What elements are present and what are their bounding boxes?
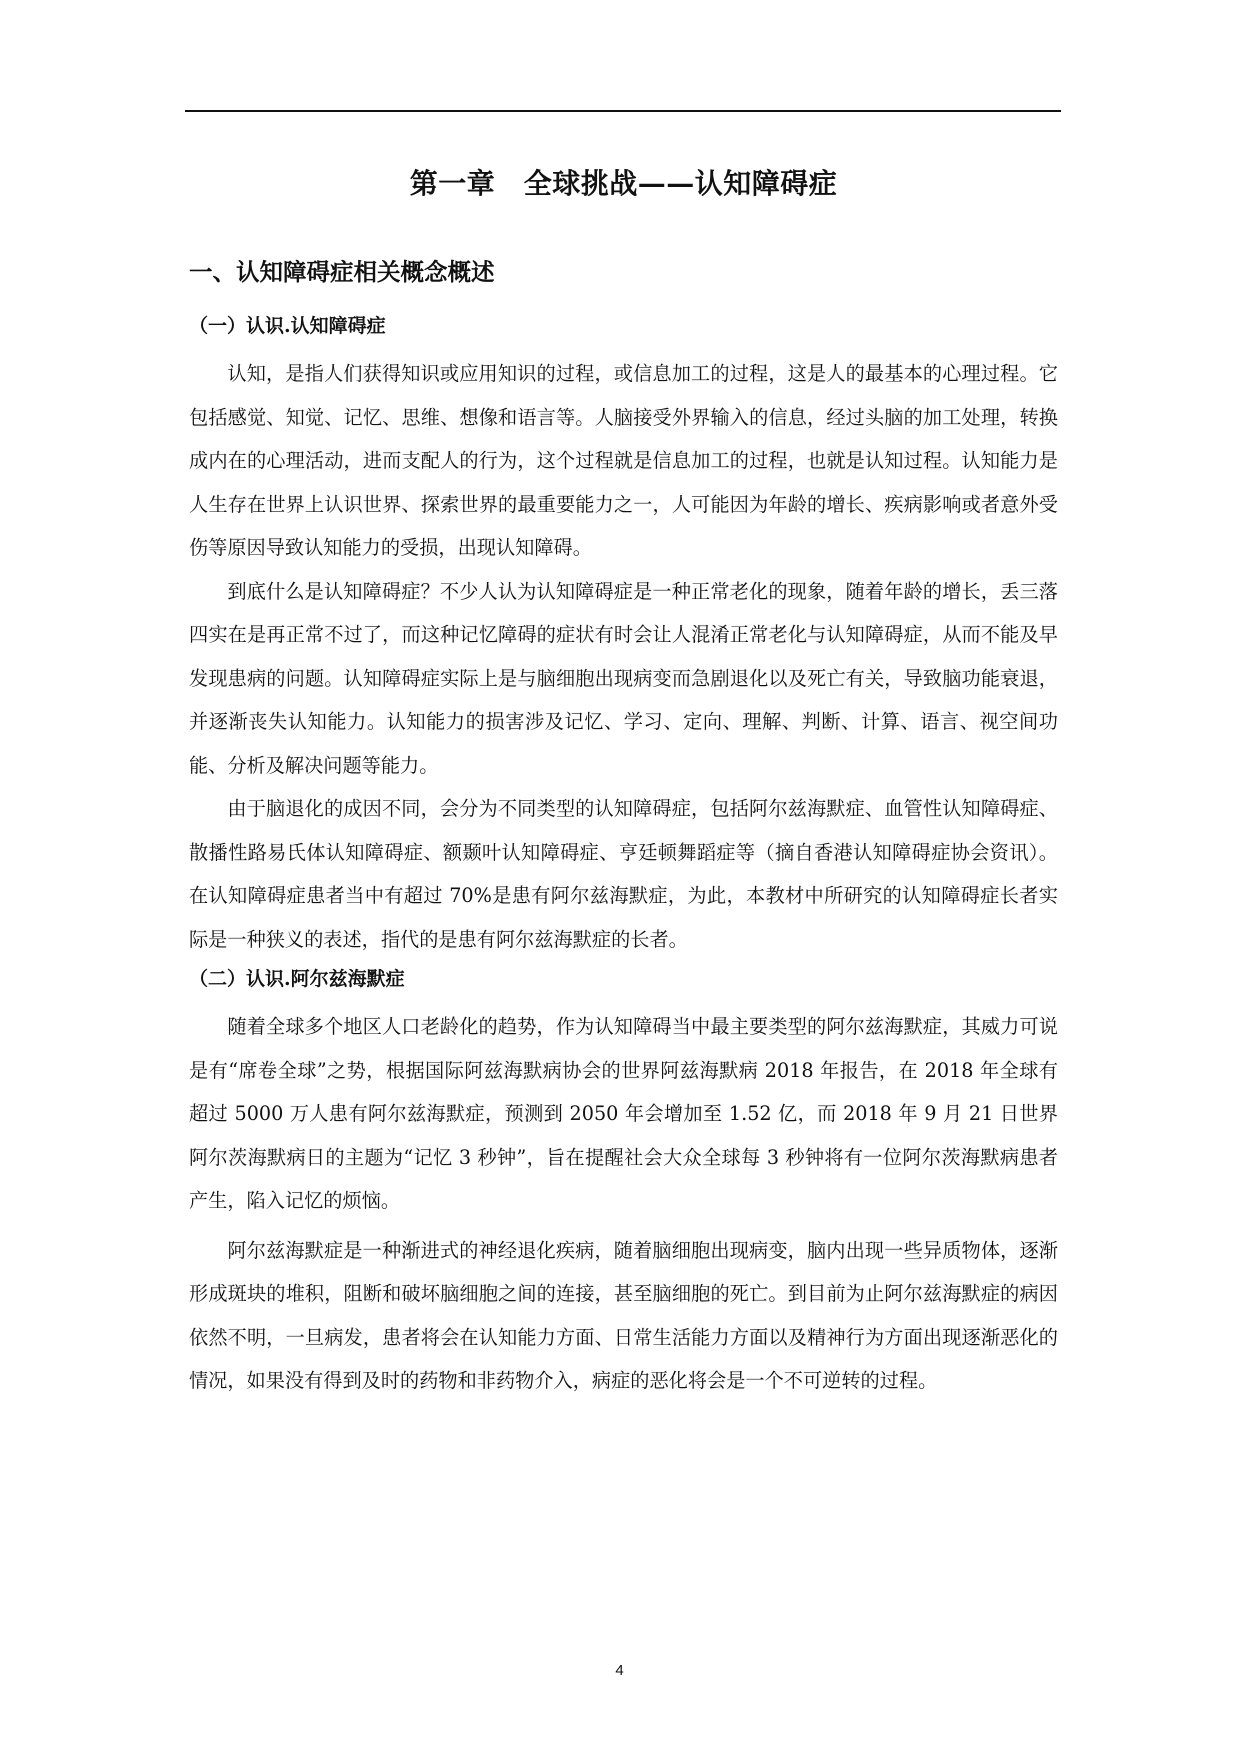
header-rule (185, 110, 1061, 112)
paragraph: 由于脑退化的成因不同，会分为不同类型的认知障碍症，包括阿尔兹海默症、血管性认知障碍症、散播性路易氏体认知障碍症、额颞叶认知障碍症、亨廷顿舞蹈症等（摘自香港认知障碍症协会资讯）。在认知障碍症患者当中有超过 70%是患有阿尔兹海默症，为此，本教材中所研究的认知障碍症长者实际是一种狭义的表述，指代的是患有阿尔兹海默症的长者。 (189, 797, 1058, 951)
paragraph: 随着全球多个地区人口老龄化的趋势，作为认知障碍当中最主要类型的阿尔兹海默症，其威力可说是有“席卷全球”之势，根据国际阿兹海默病协会的世界阿兹海默病 2018 年报告，在 2018 年全球有超过 5000 万人患有阿尔兹海默症，预测到 2050 年会增加至 1.52 亿，而 2018 年 9 月 21 日世界阿尔茨海默病日的主题为“记忆 3 秒钟”，旨在提醒社会大众全球每 3 秒钟将有一位阿尔茨海默病患者产生，陷入记忆的烦恼。 (189, 1015, 1058, 1212)
section-heading: 一、认知障碍症相关概念概述 (189, 258, 495, 286)
subsection-heading-1: （一）认识.认知障碍症 (189, 315, 386, 337)
paragraph: 认知，是指人们获得知识或应用知识的过程，或信息加工的过程，这是人的最基本的心理过程。它包括感觉、知觉、记忆、思维、想像和语言等。人脑接受外界输入的信息，经过头脑的加工处理，转换成内在的心理活动，进而支配人的行为，这个过程就是信息加工的过程，也就是认知过程。认知能力是人生存在世界上认识世界、探索世界的最重要能力之一，人可能因为年龄的增长、疾病影响或者意外受伤等原因导致认知能力的受损，出现认知障碍。 (189, 362, 1058, 559)
page-content (189, 150, 1058, 1403)
paragraph: 阿尔兹海默症是一种渐进式的神经退化疾病，随着脑细胞出现病变，脑内出现一些异质物体，逐渐形成斑块的堆积，阻断和破坏脑细胞之间的连接，甚至脑细胞的死亡。到目前为止阿尔兹海默症的病因依然不明，一旦病发，患者将会在认知能力方面、日常生活能力方面以及精神行为方面出现逐渐恶化的情况，如果没有得到及时的药物和非药物介入，病症的恶化将会是一个不可逆转的过程。 (189, 1238, 1058, 1392)
chapter-title: 第一章 全球挑战——认知障碍症 (409, 167, 838, 200)
page-number: 4 (615, 1662, 624, 1679)
subsection-heading-2: （二）认识.阿尔兹海默症 (189, 968, 405, 990)
paragraph: 到底什么是认知障碍症？不少人认为认知障碍症是一种正常老化的现象，随着年龄的增长，丢三落四实在是再正常不过了，而这种记忆障碍的症状有时会让人混淆正常老化与认知障碍症，从而不能及早发现患病的问题。认知障碍症实际上是与脑细胞出现病变而急剧退化以及死亡有关，导致脑功能衰退，并逐渐丧失认知能力。认知能力的损害涉及记忆、学习、定向、理解、判断、计算、语言、视空间功能、分析及解决问题等能力。 (189, 579, 1058, 777)
